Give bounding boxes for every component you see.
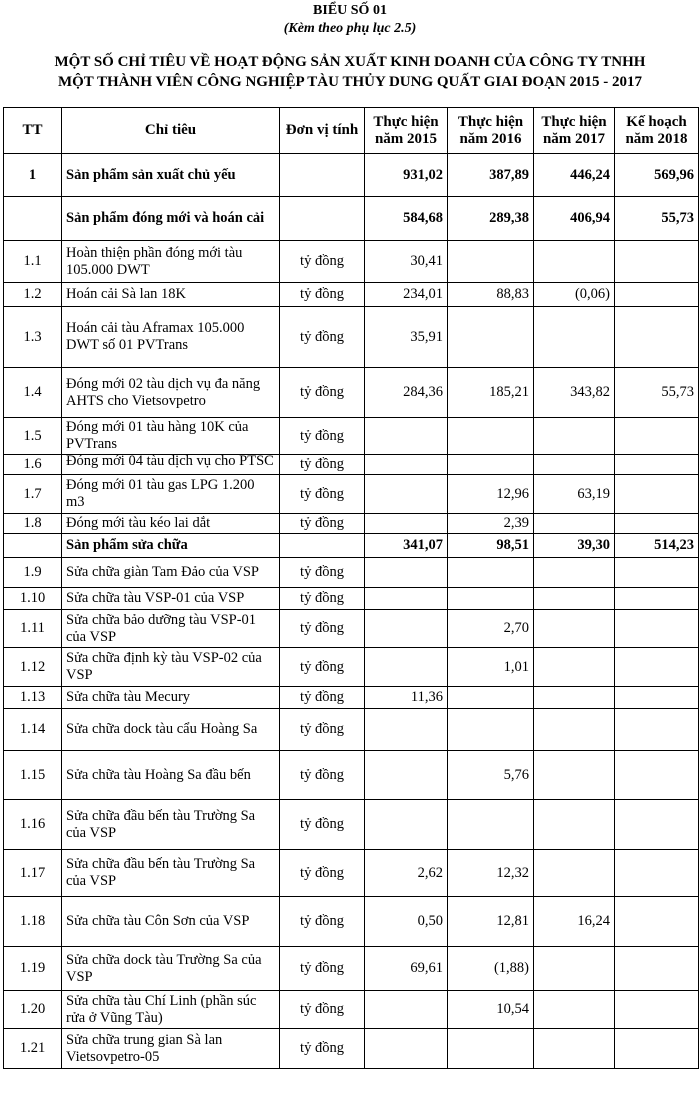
cell-y2016: 2,70 — [448, 610, 534, 648]
cell-y2015: 30,41 — [365, 241, 448, 283]
cell-y2017 — [534, 648, 615, 687]
cell-y2016 — [448, 687, 534, 709]
cell-plan2018 — [615, 610, 699, 648]
cell-unit: tỷ đồng — [280, 558, 365, 588]
col-header-2016: Thực hiện năm 2016 — [448, 108, 534, 154]
cell-plan2018 — [615, 709, 699, 751]
cell-name: Hoán cải Sà lan 18K — [62, 283, 280, 307]
cell-y2016: 1,01 — [448, 648, 534, 687]
cell-plan2018: 55,73 — [615, 197, 699, 241]
cell-name: Sản phẩm đóng mới và hoán cải — [62, 197, 280, 241]
table-row — [4, 197, 699, 241]
cell-y2016 — [448, 307, 534, 368]
cell-y2015 — [365, 800, 448, 850]
cell-y2017 — [534, 514, 615, 534]
cell-y2016 — [448, 455, 534, 475]
table-row — [4, 947, 699, 991]
cell-name: Hoán cải tàu Aframax 105.000 DWT số 01 PVTrans — [62, 307, 280, 368]
cell-plan2018 — [615, 687, 699, 709]
col-header-tt: TT — [4, 108, 62, 154]
cell-y2015 — [365, 610, 448, 648]
cell-y2017 — [534, 558, 615, 588]
table-row — [4, 307, 699, 368]
cell-y2016: 98,51 — [448, 534, 534, 558]
cell-y2017 — [534, 418, 615, 455]
cell-y2017: 16,24 — [534, 897, 615, 947]
cell-tt: 1.20 — [4, 991, 62, 1029]
title-line-1: MỘT SỐ CHỈ TIÊU VỀ HOẠT ĐỘNG SẢN XUẤT KINH DOANH CỦA CÔNG TY TNHH — [54, 54, 646, 70]
cell-name: Sửa chữa định kỳ tàu VSP-02 của VSP — [62, 648, 280, 687]
cell-name: Sửa chữa trung gian Sà lan Vietsovpetro-05 — [62, 1029, 280, 1069]
cell-plan2018 — [615, 648, 699, 687]
cell-y2015 — [365, 709, 448, 751]
cell-unit: tỷ đồng — [280, 947, 365, 991]
cell-name: Đóng mới 01 tàu gas LPG 1.200 m3 — [62, 475, 280, 514]
cell-y2015 — [365, 991, 448, 1029]
cell-unit: tỷ đồng — [280, 709, 365, 751]
cell-y2016: 5,76 — [448, 751, 534, 800]
cell-unit: tỷ đồng — [280, 850, 365, 897]
cell-plan2018 — [615, 850, 699, 897]
cell-unit: tỷ đồng — [280, 418, 365, 455]
cell-y2017 — [534, 850, 615, 897]
cell-plan2018 — [615, 241, 699, 283]
cell-tt — [4, 534, 62, 558]
cell-tt: 1.1 — [4, 241, 62, 283]
document-header — [0, 0, 700, 92]
cell-y2016: 12,81 — [448, 897, 534, 947]
cell-y2016: 12,96 — [448, 475, 534, 514]
cell-name: Đóng mới tàu kéo lai dắt — [62, 514, 280, 534]
cell-y2016: 12,32 — [448, 850, 534, 897]
cell-y2016 — [448, 418, 534, 455]
cell-tt: 1.7 — [4, 475, 62, 514]
cell-name: Sửa chữa bảo dưỡng tàu VSP-01 của VSP — [62, 610, 280, 648]
cell-y2015 — [365, 418, 448, 455]
col-header-2015: Thực hiện năm 2015 — [365, 108, 448, 154]
cell-y2017 — [534, 455, 615, 475]
cell-plan2018: 55,73 — [615, 368, 699, 418]
cell-y2017 — [534, 709, 615, 751]
cell-unit: tỷ đồng — [280, 687, 365, 709]
cell-plan2018 — [615, 588, 699, 610]
cell-y2015 — [365, 475, 448, 514]
cell-unit: tỷ đồng — [280, 1029, 365, 1069]
table-header-row — [4, 108, 699, 154]
cell-plan2018 — [615, 800, 699, 850]
cell-unit: tỷ đồng — [280, 588, 365, 610]
cell-y2016: 289,38 — [448, 197, 534, 241]
cell-y2017 — [534, 241, 615, 283]
table-row — [4, 800, 699, 850]
col-header-name: Chỉ tiêu — [62, 108, 280, 154]
cell-y2017 — [534, 947, 615, 991]
cell-unit: tỷ đồng — [280, 648, 365, 687]
cell-name: Đóng mới 01 tàu hàng 10K của PVTrans — [62, 418, 280, 455]
cell-tt: 1.6 — [4, 455, 62, 475]
cell-tt: 1 — [4, 154, 62, 197]
cell-tt: 1.15 — [4, 751, 62, 800]
cell-name: Sửa chữa tàu Mecury — [62, 687, 280, 709]
cell-plan2018 — [615, 307, 699, 368]
table-row — [4, 514, 699, 534]
cell-tt: 1.17 — [4, 850, 62, 897]
clipped-name: Đóng mới 04 tàu dịch vụ cho PTSC — [66, 454, 274, 469]
cell-y2015: 584,68 — [365, 197, 448, 241]
cell-plan2018 — [615, 455, 699, 475]
table-row — [4, 709, 699, 751]
cell-unit: tỷ đồng — [280, 368, 365, 418]
cell-y2015: 35,91 — [365, 307, 448, 368]
cell-y2017: 446,24 — [534, 154, 615, 197]
cell-tt: 1.14 — [4, 709, 62, 751]
cell-name: Đóng mới 02 tàu dịch vụ đa năng AHTS cho Vietsovpetro — [62, 368, 280, 418]
cell-tt: 1.4 — [4, 368, 62, 418]
table-row — [4, 475, 699, 514]
table-row — [4, 455, 699, 475]
cell-unit: tỷ đồng — [280, 991, 365, 1029]
cell-tt: 1.11 — [4, 610, 62, 648]
table-row — [4, 283, 699, 307]
cell-y2015: 234,01 — [365, 283, 448, 307]
indicators-table — [3, 107, 699, 1069]
cell-plan2018 — [615, 418, 699, 455]
cell-unit: tỷ đồng — [280, 283, 365, 307]
cell-unit: tỷ đồng — [280, 610, 365, 648]
cell-tt: 1.19 — [4, 947, 62, 991]
cell-y2015: 11,36 — [365, 687, 448, 709]
cell-unit — [280, 534, 365, 558]
table-row — [4, 588, 699, 610]
table-row — [4, 241, 699, 283]
form-number: BIỂU SỐ 01 — [313, 3, 387, 18]
cell-tt: 1.2 — [4, 283, 62, 307]
cell-y2016: 10,54 — [448, 991, 534, 1029]
table-row — [4, 558, 699, 588]
cell-y2016: 185,21 — [448, 368, 534, 418]
cell-unit: tỷ đồng — [280, 897, 365, 947]
cell-y2015 — [365, 751, 448, 800]
cell-name: Sửa chữa giàn Tam Đảo của VSP — [62, 558, 280, 588]
col-header-2018: Kế hoạch năm 2018 — [615, 108, 699, 154]
cell-plan2018 — [615, 514, 699, 534]
cell-y2017 — [534, 588, 615, 610]
cell-plan2018: 569,96 — [615, 154, 699, 197]
cell-plan2018 — [615, 475, 699, 514]
cell-y2015: 931,02 — [365, 154, 448, 197]
cell-unit — [280, 197, 365, 241]
cell-name: Sửa chữa dock tàu Trường Sa của VSP — [62, 947, 280, 991]
table-row — [4, 991, 699, 1029]
cell-y2017 — [534, 991, 615, 1029]
cell-plan2018 — [615, 947, 699, 991]
cell-plan2018: 514,23 — [615, 534, 699, 558]
cell-y2016 — [448, 1029, 534, 1069]
cell-y2016 — [448, 558, 534, 588]
cell-name: Sửa chữa tàu Chí Linh (phần súc rửa ở Vũng Tàu) — [62, 991, 280, 1029]
table-row — [4, 751, 699, 800]
col-header-unit: Đơn vị tính — [280, 108, 365, 154]
table-row — [4, 850, 699, 897]
cell-tt: 1.21 — [4, 1029, 62, 1069]
cell-unit — [280, 154, 365, 197]
cell-name: Sửa chữa tàu Hoàng Sa đầu bến — [62, 751, 280, 800]
cell-y2016: 387,89 — [448, 154, 534, 197]
cell-tt: 1.18 — [4, 897, 62, 947]
cell-tt: 1.8 — [4, 514, 62, 534]
cell-y2015: 341,07 — [365, 534, 448, 558]
cell-y2017 — [534, 610, 615, 648]
cell-y2015 — [365, 455, 448, 475]
cell-y2016 — [448, 709, 534, 751]
cell-name: Sản phẩm sản xuất chủ yếu — [62, 154, 280, 197]
cell-y2015 — [365, 1029, 448, 1069]
col-header-2017: Thực hiện năm 2017 — [534, 108, 615, 154]
cell-y2017: 39,30 — [534, 534, 615, 558]
cell-y2015 — [365, 588, 448, 610]
cell-plan2018 — [615, 1029, 699, 1069]
cell-plan2018 — [615, 897, 699, 947]
cell-y2015: 284,36 — [365, 368, 448, 418]
cell-y2017: 343,82 — [534, 368, 615, 418]
cell-name: Sửa chữa dock tàu cẩu Hoàng Sa — [62, 709, 280, 751]
cell-y2015 — [365, 648, 448, 687]
cell-name: Hoàn thiện phần đóng mới tàu 105.000 DWT — [62, 241, 280, 283]
cell-name: Sửa chữa tàu Côn Sơn của VSP — [62, 897, 280, 947]
cell-tt: 1.5 — [4, 418, 62, 455]
cell-plan2018 — [615, 558, 699, 588]
cell-y2015 — [365, 558, 448, 588]
cell-unit: tỷ đồng — [280, 751, 365, 800]
annex-note: (Kèm theo phụ lục 2.5) — [283, 21, 417, 36]
cell-y2017: (0,06) — [534, 283, 615, 307]
table-row — [4, 534, 699, 558]
cell-y2016: (1,88) — [448, 947, 534, 991]
cell-unit: tỷ đồng — [280, 307, 365, 368]
cell-plan2018 — [615, 751, 699, 800]
cell-y2016 — [448, 241, 534, 283]
cell-unit: tỷ đồng — [280, 475, 365, 514]
cell-tt: 1.3 — [4, 307, 62, 368]
table-row — [4, 418, 699, 455]
cell-tt: 1.10 — [4, 588, 62, 610]
document-title — [0, 52, 700, 92]
cell-y2015 — [365, 514, 448, 534]
cell-name: Sản phẩm sửa chữa — [62, 534, 280, 558]
cell-y2015: 2,62 — [365, 850, 448, 897]
table-row — [4, 687, 699, 709]
cell-y2016: 2,39 — [448, 514, 534, 534]
cell-y2015: 0,50 — [365, 897, 448, 947]
cell-tt: 1.16 — [4, 800, 62, 850]
cell-tt — [4, 197, 62, 241]
table-body — [4, 154, 699, 1069]
cell-name: Sửa chữa đầu bến tàu Trường Sa của VSP — [62, 850, 280, 897]
cell-plan2018 — [615, 991, 699, 1029]
cell-tt: 1.12 — [4, 648, 62, 687]
cell-unit: tỷ đồng — [280, 241, 365, 283]
cell-y2015: 69,61 — [365, 947, 448, 991]
cell-y2017 — [534, 751, 615, 800]
cell-y2016 — [448, 800, 534, 850]
cell-unit: tỷ đồng — [280, 514, 365, 534]
table-row — [4, 610, 699, 648]
cell-name: Sửa chữa tàu VSP-01 của VSP — [62, 588, 280, 610]
cell-tt: 1.9 — [4, 558, 62, 588]
cell-y2017 — [534, 800, 615, 850]
cell-tt: 1.13 — [4, 687, 62, 709]
table-row — [4, 154, 699, 197]
cell-plan2018 — [615, 283, 699, 307]
table-row — [4, 1029, 699, 1069]
table-row — [4, 897, 699, 947]
title-line-2: MỘT THÀNH VIÊN CÔNG NGHIỆP TÀU THỦY DUNG QUẤT GIAI ĐOẠN 2015 - 2017 — [57, 74, 643, 90]
table-row — [4, 368, 699, 418]
cell-name: Sửa chữa đầu bến tàu Trường Sa của VSP — [62, 800, 280, 850]
cell-y2016: 88,83 — [448, 283, 534, 307]
cell-unit: tỷ đồng — [280, 800, 365, 850]
cell-y2017 — [534, 687, 615, 709]
cell-y2017: 406,94 — [534, 197, 615, 241]
cell-y2016 — [448, 588, 534, 610]
cell-y2017 — [534, 1029, 615, 1069]
table-row — [4, 648, 699, 687]
cell-y2017: 63,19 — [534, 475, 615, 514]
cell-unit: tỷ đồng — [280, 455, 365, 475]
cell-name — [62, 455, 280, 475]
cell-y2017 — [534, 307, 615, 368]
